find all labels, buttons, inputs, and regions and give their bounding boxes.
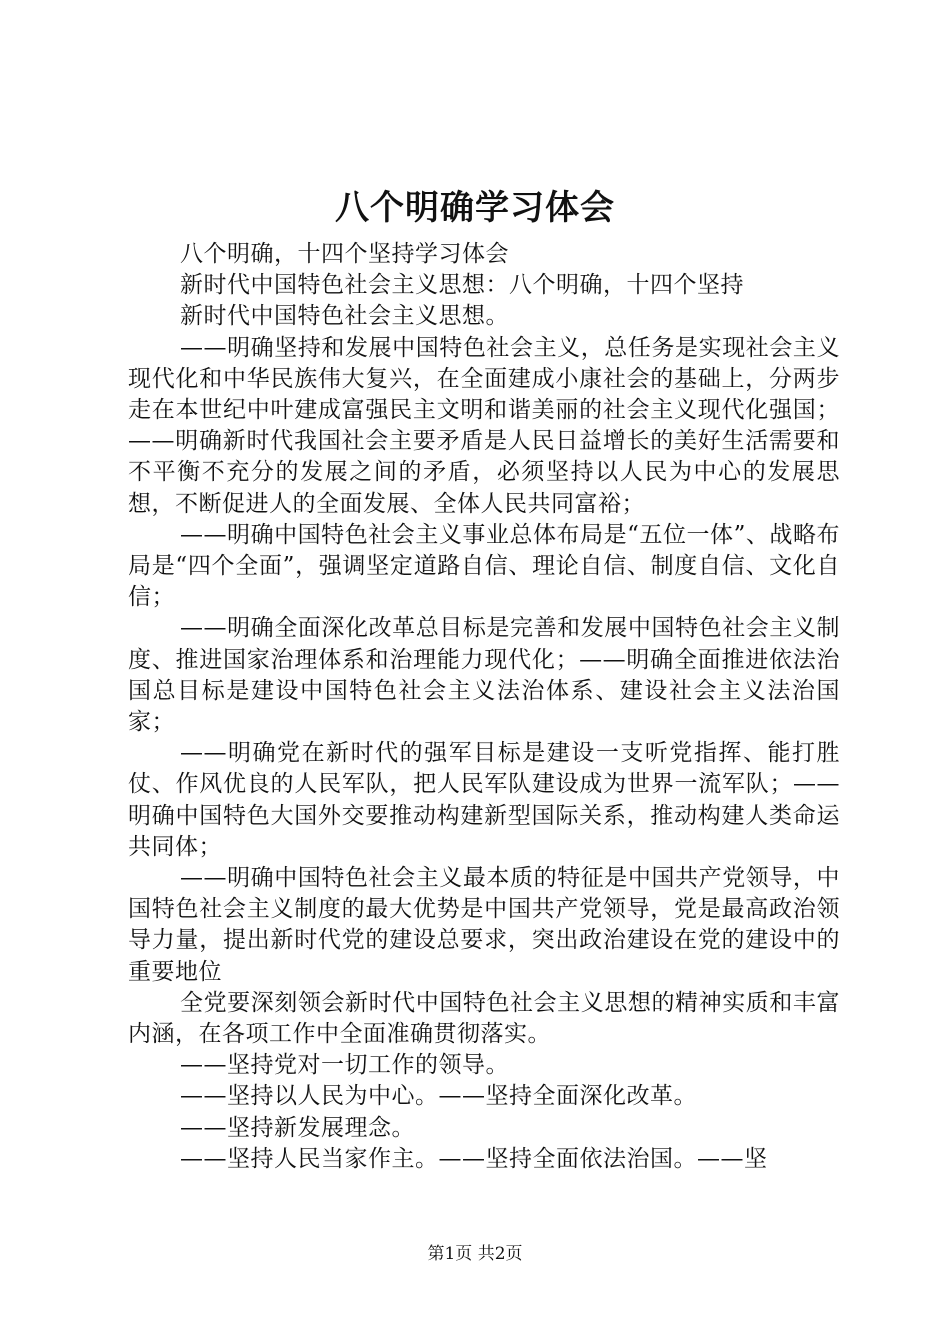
paragraph: ——明确党在新时代的强军目标是建设一支听党指挥、能打胜仗、作风优良的人民军队，把人民军队建设成为世界一流军队；——明确中国特色大国外交要推动构建新型国际关系，推动构建人类命运共同体； bbox=[128, 740, 840, 860]
paragraph: ——坚持党对一切工作的领导。 bbox=[180, 1052, 509, 1079]
paragraph: ——坚持人民当家作主。——坚持全面依法治国。——坚 bbox=[180, 1145, 768, 1172]
paragraph: 新时代中国特色社会主义思想：八个明确，十四个坚持 bbox=[180, 272, 744, 299]
paragraph: ——坚持以人民为中心。——坚持全面深化改革。 bbox=[180, 1083, 697, 1110]
paragraph: ——明确坚持和发展中国特色社会主义，总任务是实现社会主义现代化和中华民族伟大复兴，在全面建成小康社会的基础上，分两步走在本世纪中叶建成富强民主文明和谐美丽的社会主义现代化强国；——明确新时代我国社会主要矛盾是人民日益增长的美好生活需要和不平衡不充分的发展之间的矛盾，必须坚持以人民为中心的发展思想，不断促进人的全面发展、全体人民共同富裕； bbox=[128, 334, 840, 517]
paragraph: ——明确中国特色社会主义最本质的特征是中国共产党领导，中国特色社会主义制度的最大优势是中国共产党领导，党是最高政治领导力量，提出新时代党的建设总要求，突出政治建设在党的建设中的重要地位 bbox=[128, 865, 840, 985]
paragraph: 全党要深刻领会新时代中国特色社会主义思想的精神实质和丰富内涵，在各项工作中全面准确贯彻落实。 bbox=[128, 989, 840, 1048]
page-footer: 第1页 共2页 bbox=[427, 1244, 523, 1264]
document-title: 八个明确学习体会 bbox=[335, 188, 615, 228]
paragraph: 新时代中国特色社会主义思想。 bbox=[180, 303, 509, 330]
paragraph: ——明确中国特色社会主义事业总体布局是“五位一体”、战略布局是“四个全面”，强调坚定道路自信、理论自信、制度自信、文化自信； bbox=[128, 521, 840, 611]
document-body bbox=[128, 239, 840, 1175]
paragraph: 八个明确，十四个坚持学习体会 bbox=[180, 241, 509, 267]
paragraph: ——明确全面深化改革总目标是完善和发展中国特色社会主义制度、推进国家治理体系和治理能力现代化；——明确全面推进依法治国总目标是建设中国特色社会主义法治体系、建设社会主义法治国家； bbox=[128, 615, 840, 736]
paragraph: ——坚持新发展理念。 bbox=[180, 1114, 415, 1141]
